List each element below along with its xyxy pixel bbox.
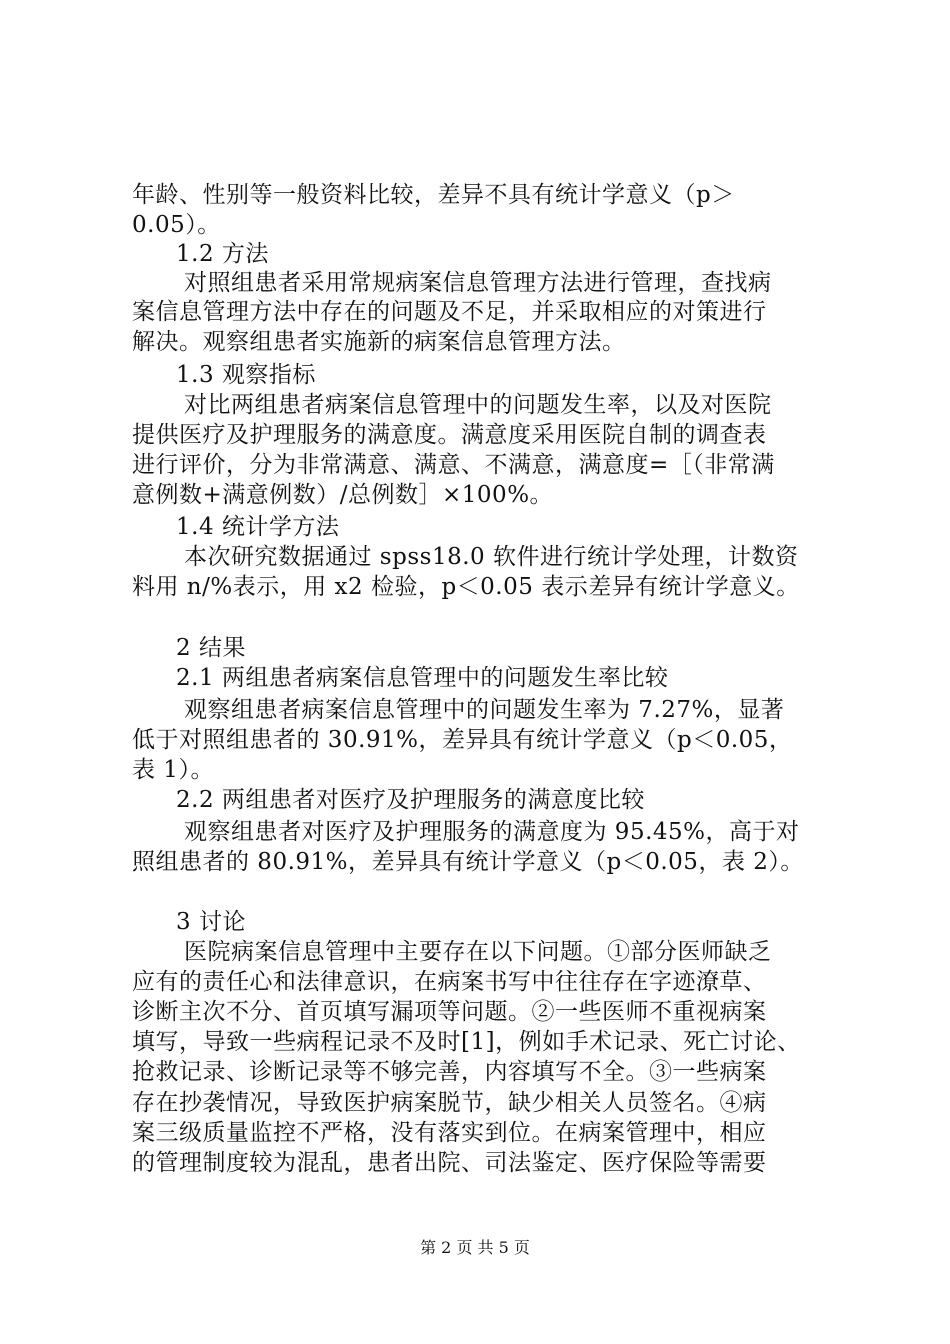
section-heading-2-2: 2.2 两组患者对医疗及护理服务的满意度比较 — [176, 787, 645, 813]
body-text-line: 对照组患者采用常规病案信息管理方法进行管理，查找病 — [184, 270, 772, 296]
body-text-line: 照组患者的 80.91%，差异具有统计学意义（p＜0.05，表 2）。 — [132, 849, 804, 875]
body-text-line: 本次研究数据通过 spss18.0 软件进行统计学处理，计数资 — [184, 544, 799, 570]
body-text-line: 解决。观察组患者实施新的病案信息管理方法。 — [132, 329, 626, 355]
section-heading-2-1: 2.1 两组患者病案信息管理中的问题发生率比较 — [176, 665, 669, 691]
body-text-line: 料用 n/%表示，用 x2 检验，p＜0.05 表示差异有统计学意义。 — [132, 574, 800, 600]
section-heading-1-4: 1.4 统计学方法 — [176, 514, 340, 540]
body-text-line: 进行评价，分为非常满意、满意、不满意，满意度=［（非常满 — [132, 452, 775, 478]
body-text-line: 表 1）。 — [132, 757, 214, 783]
body-text-line: 0.05）。 — [132, 212, 221, 238]
body-text-line: 年龄、性别等一般资料比较，差异不具有统计学意义（p＞ — [132, 182, 735, 208]
section-heading-2: 2 结果 — [176, 635, 246, 661]
body-text-line: 填写，导致一些病程记录不及时[1]，例如手术记录、死亡讨论、 — [132, 1029, 801, 1055]
body-text-line: 对比两组患者病案信息管理中的问题发生率，以及对医院 — [184, 392, 772, 418]
section-heading-1-2: 1.2 方法 — [176, 241, 269, 267]
body-text-line: 诊断主次不分、首页填写漏项等问题。②一些医师不重视病案 — [132, 999, 767, 1025]
body-text-line: 观察组患者对医疗及护理服务的满意度为 95.45%，高于对 — [184, 819, 800, 845]
body-text-line: 抢救记录、诊断记录等不够完善，内容填写不全。③一些病案 — [132, 1059, 767, 1085]
body-text-line: 应有的责任心和法律意识，在病案书写中往往存在字迹潦草、 — [132, 969, 767, 995]
body-text-line: 案信息管理方法中存在的问题及不足，并采取相应的对策进行 — [132, 299, 767, 325]
section-heading-1-3: 1.3 观察指标 — [176, 362, 316, 388]
body-text-line: 的管理制度较为混乱，患者出院、司法鉴定、医疗保险等需要 — [132, 1150, 767, 1176]
body-text-line: 低于对照组患者的 30.91%，差异具有统计学意义（p＜0.05， — [132, 727, 793, 753]
body-text-line: 观察组患者病案信息管理中的问题发生率为 7.27%，显著 — [184, 697, 785, 723]
body-text-line: 意例数+满意例数）/总例数］×100%。 — [132, 482, 554, 508]
body-text-line: 医院病案信息管理中主要存在以下问题。①部分医师缺乏 — [184, 939, 772, 965]
body-text-line: 提供医疗及护理服务的满意度。满意度采用医院自制的调查表 — [132, 422, 767, 448]
body-text-line: 案三级质量监控不严格，没有落实到位。在病案管理中，相应 — [132, 1120, 767, 1146]
body-text-line: 存在抄袭情况，导致医护病案脱节，缺少相关人员签名。④病 — [132, 1090, 767, 1116]
section-heading-3: 3 讨论 — [176, 909, 246, 935]
page-number-footer: 第 2 页 共 5 页 — [420, 1238, 530, 1257]
